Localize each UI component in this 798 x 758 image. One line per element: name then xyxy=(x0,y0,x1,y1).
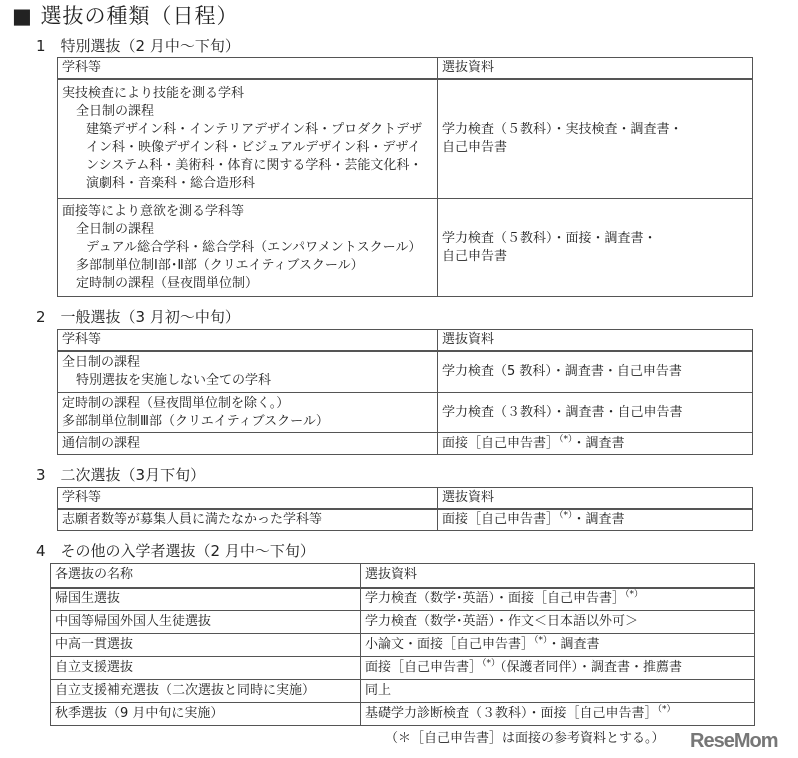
col-header: 選抜資料 xyxy=(361,564,755,588)
materials-text: 面接［自己申告書］ xyxy=(442,511,560,527)
materials-cell: 学力検査（３教科）・調査書・自己申告書 xyxy=(438,393,753,433)
dept-cell: 志願者数等が募集人員に満たなかった学科等 xyxy=(58,509,438,531)
materials-text: 学力検査（数学･英語）・面接［自己申告書］ xyxy=(365,591,626,607)
materials-line: 自己申告書 xyxy=(442,248,508,264)
col-header: 各選抜の名称 xyxy=(51,564,361,588)
materials-text: 面接［自己申告書］ xyxy=(442,435,560,451)
materials-cell xyxy=(361,634,755,657)
materials-text: 基礎学力診断検査（３教科）・面接［自己申告書］ xyxy=(365,706,658,721)
table-row xyxy=(58,351,753,393)
selection-name: 中国等帰国外国人生徒選抜 xyxy=(51,611,361,634)
col-header: 学科等 xyxy=(58,330,438,351)
materials-line: 自己申告書 xyxy=(442,139,508,155)
col-header: 選抜資料 xyxy=(438,58,753,79)
dept-line: 全日制の課程 xyxy=(62,354,141,370)
materials-text: ・調査書 xyxy=(547,637,600,652)
col-header: 選抜資料 xyxy=(438,488,753,509)
table-row xyxy=(58,393,753,433)
table-row xyxy=(51,634,755,657)
materials-line: 学力検査（５教科）・実技検査・調査書・ xyxy=(442,121,683,137)
asterisk-mark: （*） xyxy=(559,434,573,445)
selection-name: 秋季選抜（9 月中旬に実施） xyxy=(51,703,361,726)
asterisk-mark: （*） xyxy=(482,658,501,669)
materials-text: （保護者同伴）・調査書・推薦書 xyxy=(500,660,683,675)
dept-line: 定時制の課程（昼夜間単位制） xyxy=(76,275,259,291)
asterisk-mark: （*） xyxy=(534,635,548,646)
dept-line: 全日制の課程 xyxy=(76,103,155,119)
section-1-heading: 1 特別選抜（2 月中～下旬） xyxy=(36,37,240,55)
materials-cell xyxy=(361,703,755,726)
materials-text: 同上 xyxy=(365,683,392,698)
dept-line: イン科・映像デザイン科・ビジュアルデザイン科・デザイ xyxy=(86,139,421,155)
selection-name: 帰国生選抜 xyxy=(51,588,361,611)
dept-line: 定時制の課程（昼夜間単位制を除く。） xyxy=(62,395,290,411)
table-row xyxy=(58,79,753,199)
asterisk-mark: （*） xyxy=(657,704,676,715)
general-selection-table xyxy=(57,329,753,455)
materials-text: ・調査書 xyxy=(572,435,625,451)
section-3-heading: 3 二次選抜（3月下旬） xyxy=(36,466,206,484)
table-row xyxy=(51,680,755,703)
dept-line: 全日制の課程 xyxy=(76,221,155,237)
col-header: 選抜資料 xyxy=(438,330,753,351)
table-row xyxy=(58,433,753,455)
dept-cell: 通信制の課程 xyxy=(58,433,438,455)
table-row xyxy=(51,657,755,680)
table-row xyxy=(51,588,755,611)
page-title: ■ 選抜の種類（日程） xyxy=(12,4,239,28)
table-row xyxy=(58,199,753,297)
col-header: 学科等 xyxy=(58,488,438,509)
dept-line: 建築デザイン科・インテリアデザイン科・プロダクトデザ xyxy=(86,121,423,137)
materials-text: 面接［自己申告書］ xyxy=(365,660,483,675)
special-selection-table xyxy=(57,57,753,297)
dept-line: 多部制単位制Ⅰ部･Ⅱ部（クリエイティブスクール） xyxy=(76,257,364,273)
section-2-heading: 2 一般選抜（3 月初～中旬） xyxy=(36,308,240,326)
dept-line: 実技検査により技能を測る学科 xyxy=(62,85,245,101)
dept-line: 特別選抜を実施しない全ての学科 xyxy=(76,372,272,388)
asterisk-mark: （*） xyxy=(559,510,573,521)
materials-text: ・調査書 xyxy=(572,511,625,527)
materials-cell: 学力検査（5 教科）・調査書・自己申告書 xyxy=(438,351,753,393)
section-4-heading: 4 その他の入学者選抜（2 月中～下旬） xyxy=(36,542,315,560)
selection-name: 自立支援補充選抜（二次選抜と同時に実施） xyxy=(51,680,361,703)
asterisk-mark: （*） xyxy=(625,589,644,600)
dept-line: 多部制単位制Ⅲ部（クリエイティブスクール） xyxy=(62,413,329,429)
materials-cell xyxy=(361,611,755,634)
other-selection-table xyxy=(50,563,755,726)
table-row xyxy=(51,611,755,634)
materials-line: 学力検査（５教科）・面接・調査書・ xyxy=(442,230,657,246)
table-row xyxy=(58,509,753,531)
materials-cell xyxy=(438,433,753,455)
footnote: （＊［自己申告書］は面接の参考資料とする。） xyxy=(385,731,665,746)
materials-cell xyxy=(361,588,755,611)
materials-cell xyxy=(361,657,755,680)
materials-cell xyxy=(361,680,755,703)
col-header: 学科等 xyxy=(58,58,438,79)
dept-line: 演劇科・音楽科・総合造形科 xyxy=(86,175,256,191)
table-row xyxy=(51,703,755,726)
selection-name: 中高一貫選抜 xyxy=(51,634,361,657)
materials-text: 小論文・面接［自己申告書］ xyxy=(365,637,535,652)
dept-line: 面接等により意欲を測る学科等 xyxy=(62,203,245,219)
dept-line: デュアル総合学科・総合学科（エンパワメントスクール） xyxy=(86,239,422,255)
selection-name: 自立支援選抜 xyxy=(51,657,361,680)
dept-line: ンシステム科・美術科・体育に関する学科・芸能文化科・ xyxy=(86,157,423,173)
resemom-watermark-logo: ReseMom xyxy=(690,730,778,752)
materials-cell xyxy=(438,509,753,531)
secondary-selection-table xyxy=(57,487,753,531)
materials-text: 学力検査（数学･英語）・作文＜日本語以外可＞ xyxy=(365,614,639,629)
